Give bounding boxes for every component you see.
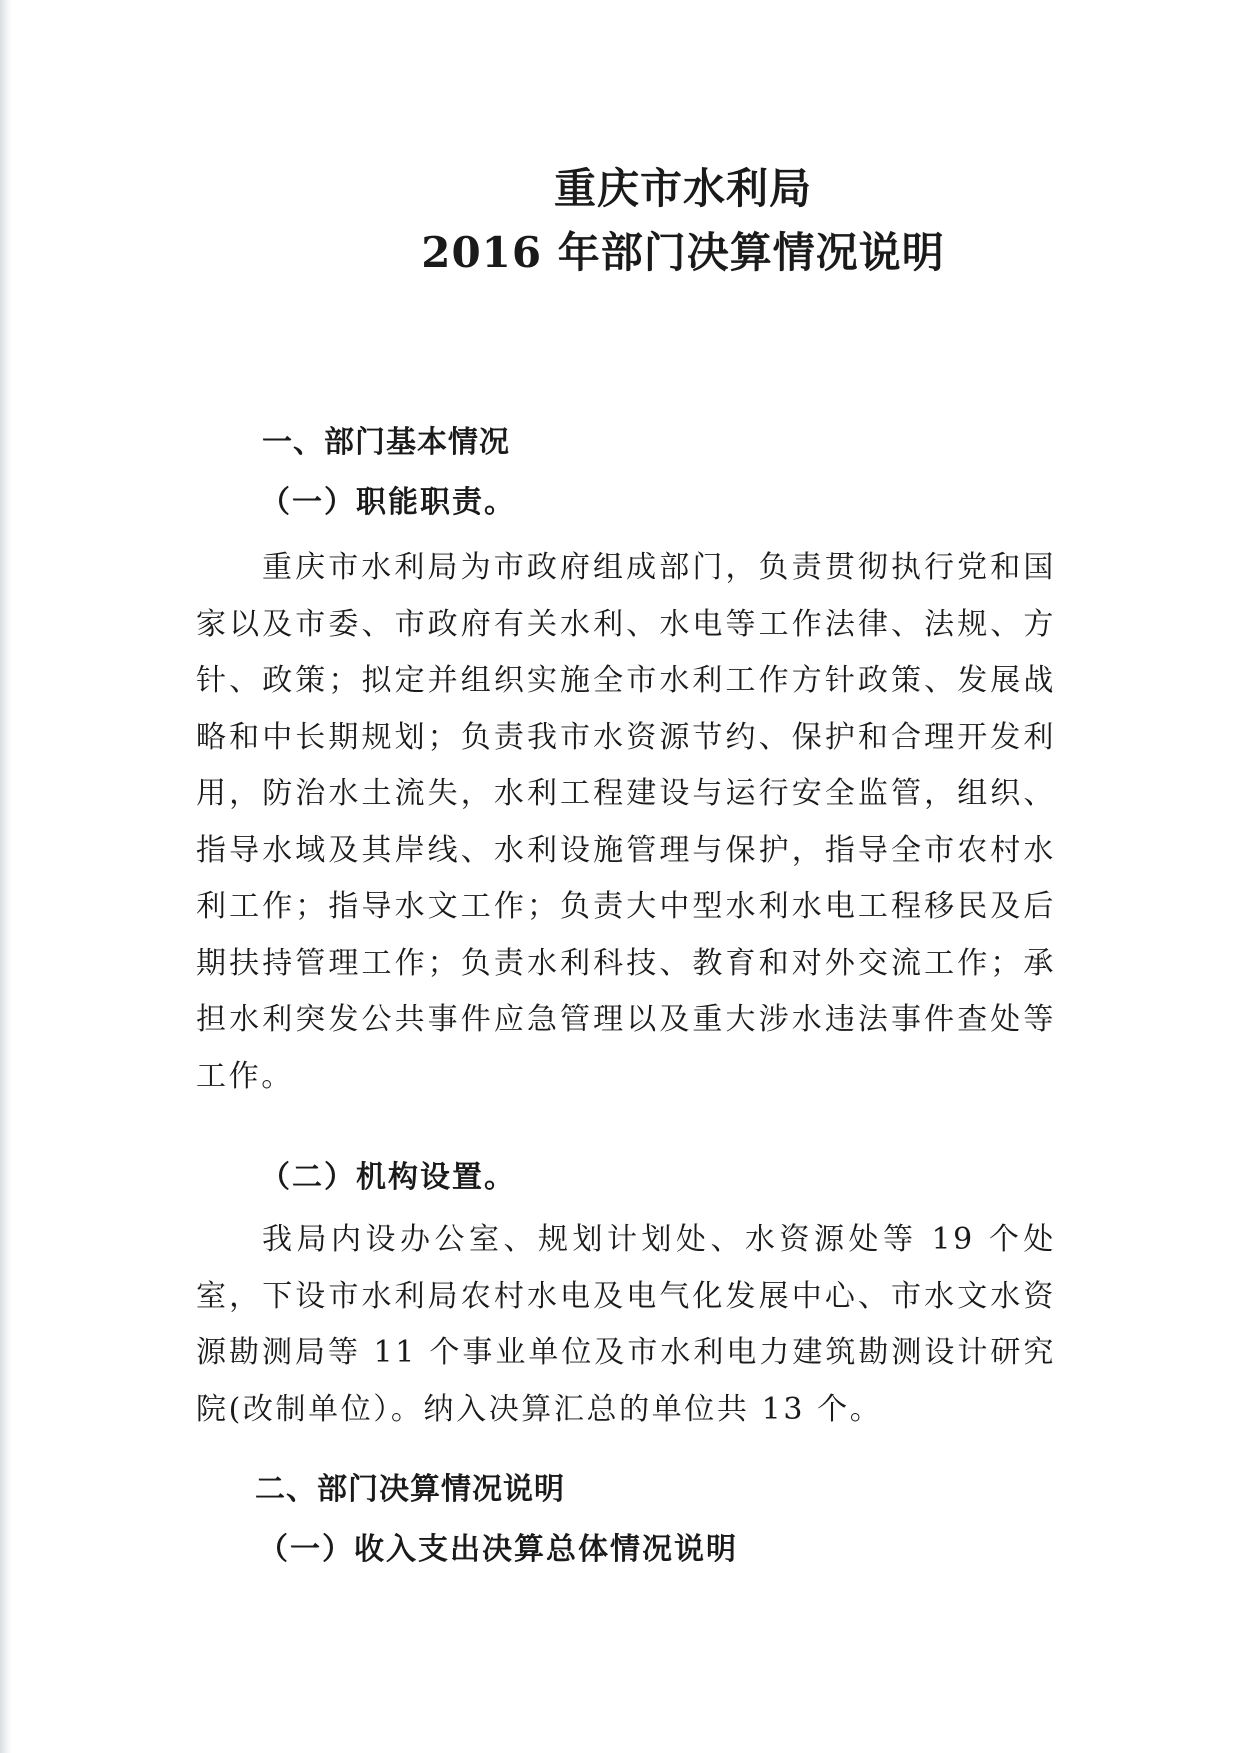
subsection-heading-functions: （一）职能职责。	[260, 485, 516, 520]
scan-edge-shadow	[0, 0, 12, 1753]
subsection-heading-organization: （二）机构设置。	[260, 1160, 516, 1195]
document-title-line-1: 重庆市水利局	[553, 164, 812, 213]
document-title-line-2: 2016 年部门决算情况说明	[421, 228, 945, 277]
section-heading-basic-info: 一、部门基本情况	[262, 425, 510, 460]
subsection-heading-income-expense: （一）收入支出决算总体情况说明	[258, 1532, 738, 1567]
section-heading-final-accounts: 二、部门决算情况说明	[255, 1472, 565, 1507]
paragraph-organization: 我局内设办公室、规划计划处、水资源处等 19 个处室，下设市水利局农村水电及电气化发展中心、市水文水资源勘测局等 11 个事业单位及市水利电力建筑勘测设计研究院(改制单位）。纳入决算汇总的单位共 13 个。	[196, 1222, 1056, 1427]
paragraph-functions: 重庆市水利局为市政府组成部门，负责贯彻执行党和国家以及市委、市政府有关水利、水电等工作法律、法规、方针、政策；拟定并组织实施全市水利工作方针政策、发展战略和中长期规划；负责我市水资源节约、保护和合理开发利用，防治水土流失，水利工程建设与运行安全监管，组织、指导水域及其岸线、水利设施管理与保护，指导全市农村水利工作；指导水文工作；负责大中型水利水电工程移民及后期扶持管理工作；负责水利科技、教育和对外交流工作；承担水利突发公共事件应急管理以及重大涉水违法事件查处等工作。	[196, 550, 1056, 1094]
